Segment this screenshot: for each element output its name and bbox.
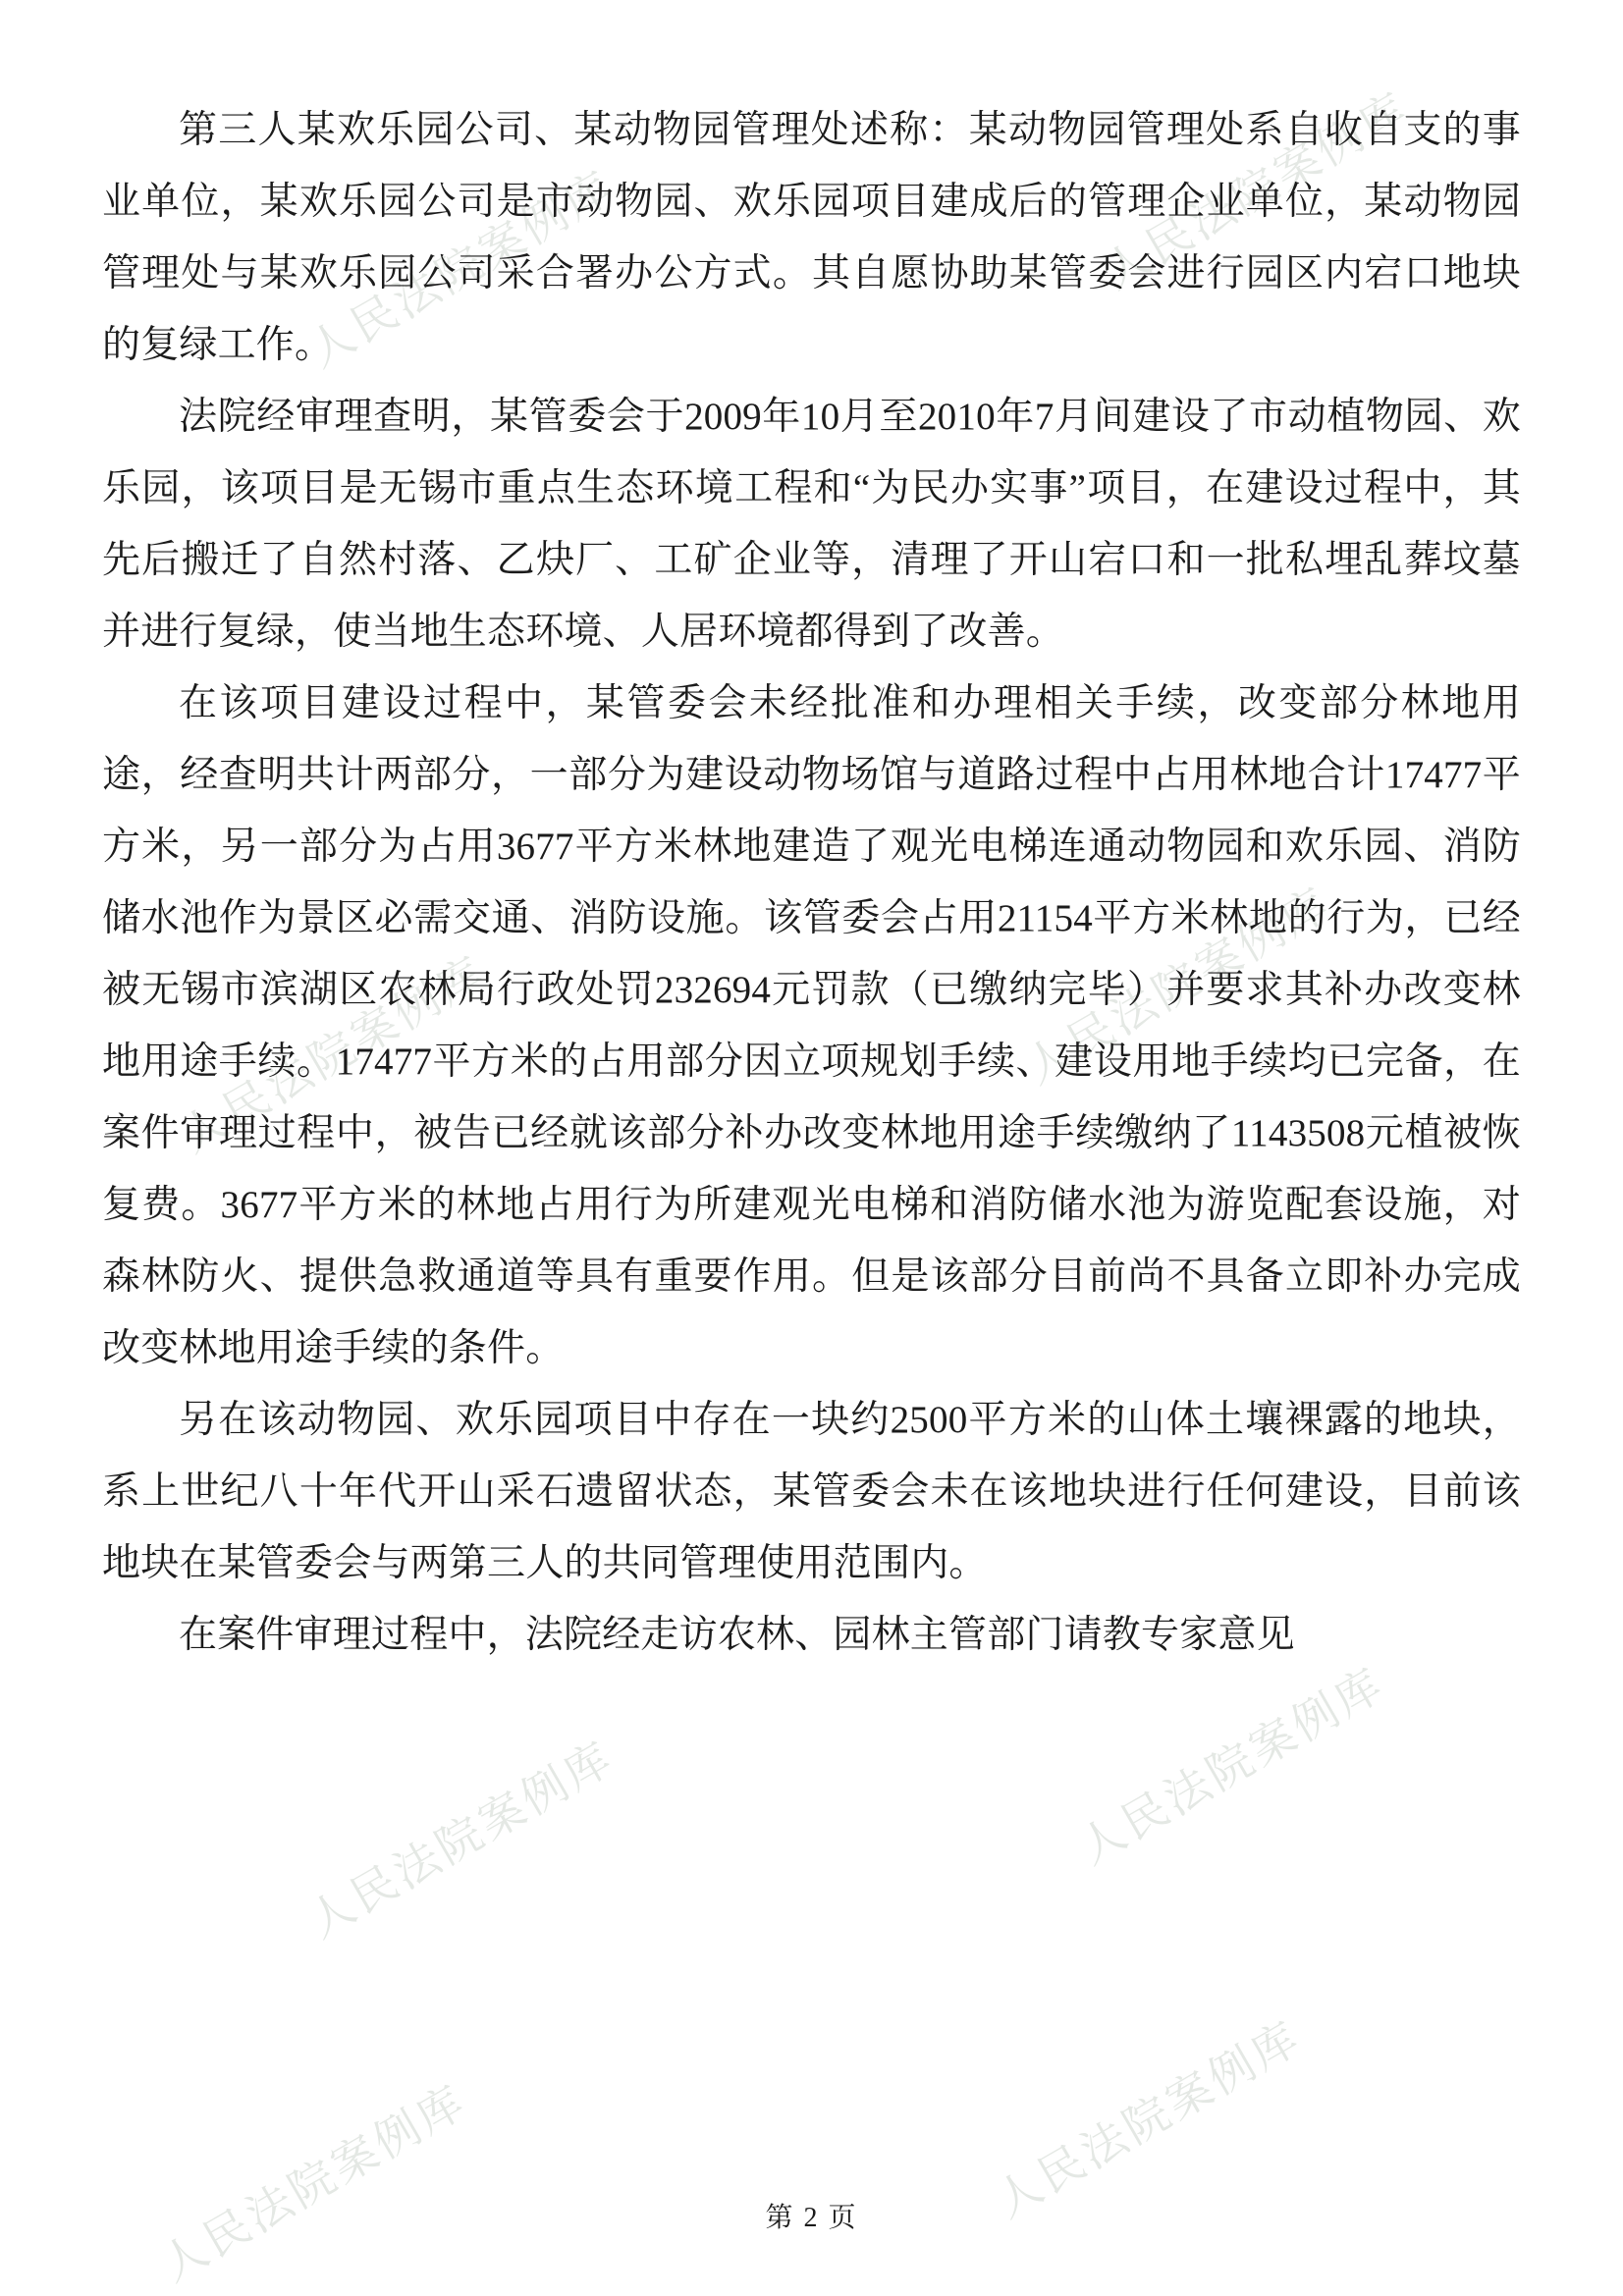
- watermark: 人民法院案例库: [172, 946, 496, 1162]
- watermark: 人民法院案例库: [152, 2075, 476, 2291]
- watermark: 人民法院案例库: [299, 1732, 623, 1948]
- paragraph: 在案件审理过程中，法院经走访农林、园林主管部门请教专家意见: [179, 1614, 1295, 1656]
- paragraph: 法院经审理查明，某管委会于2009年10月至2010年7月间建设了市动植物园、欢乐园，该项目是无锡市重点生态环境工程和“为民办实事”项目，在建设过程中，其先后搬迁了自然村落、乙炔厂、工矿企业等，清理了开山宕口和一批私埋乱葬坟墓并进行复绿，使当地生态环境、人居环境都得到了改善。: [102, 396, 1521, 653]
- watermark: 人民法院案例库: [987, 2011, 1311, 2227]
- paragraph: 另在该动物园、欢乐园项目中存在一块约2500平方米的山体土壤裸露的地块，系上世纪八十年代开山采石遗留状态，某管委会未在该地块进行任何建设，目前该地块在某管委会与两第三人的共同管理使用范围内。: [102, 1399, 1521, 1584]
- watermark: 人民法院案例库: [1016, 878, 1340, 1094]
- watermark: 人民法院案例库: [1095, 82, 1419, 298]
- paragraph: 第三人某欢乐园公司、某动物园管理处述称：某动物园管理处系自收自支的事业单位，某欢乐园公司是市动物园、欢乐园项目建成后的管理企业单位，某动物园管理处与某欢乐园公司采合署办公方式。其自愿协助某管委会进行园区内宕口地块的复绿工作。: [102, 109, 1521, 366]
- watermark: 人民法院案例库: [299, 161, 623, 377]
- watermark: 人民法院案例库: [1070, 1658, 1394, 1874]
- page-number: 第 2 页: [765, 2203, 858, 2233]
- document-body: [102, 94, 1521, 1671]
- paragraph: 在该项目建设过程中，某管委会未经批准和办理相关手续，改变部分林地用途，经查明共计两部分，一部分为建设动物场馆与道路过程中占用林地合计17477平方米，另一部分为占用3677平方米林地建造了观光电梯连通动物园和欢乐园、消防储水池作为景区必需交通、消防设施。该管委会占用21154平方米林地的行为，已经被无锡市滨湖区农林局行政处罚232694元罚款（已缴纳完毕）并要求其补办改变林地用途手续。17477平方米的占用部分因立项规划手续、建设用地手续均已完备，在案件审理过程中，被告已经就该部分补办改变林地用途手续缴纳了1143508元植被恢复费。3677平方米的林地占用行为所建观光电梯和消防储水池为游览配套设施，对森林防火、提供急救通道等具有重要作用。但是该部分目前尚不具备立即补办完成改变林地用途手续的条件。: [102, 682, 1521, 1369]
